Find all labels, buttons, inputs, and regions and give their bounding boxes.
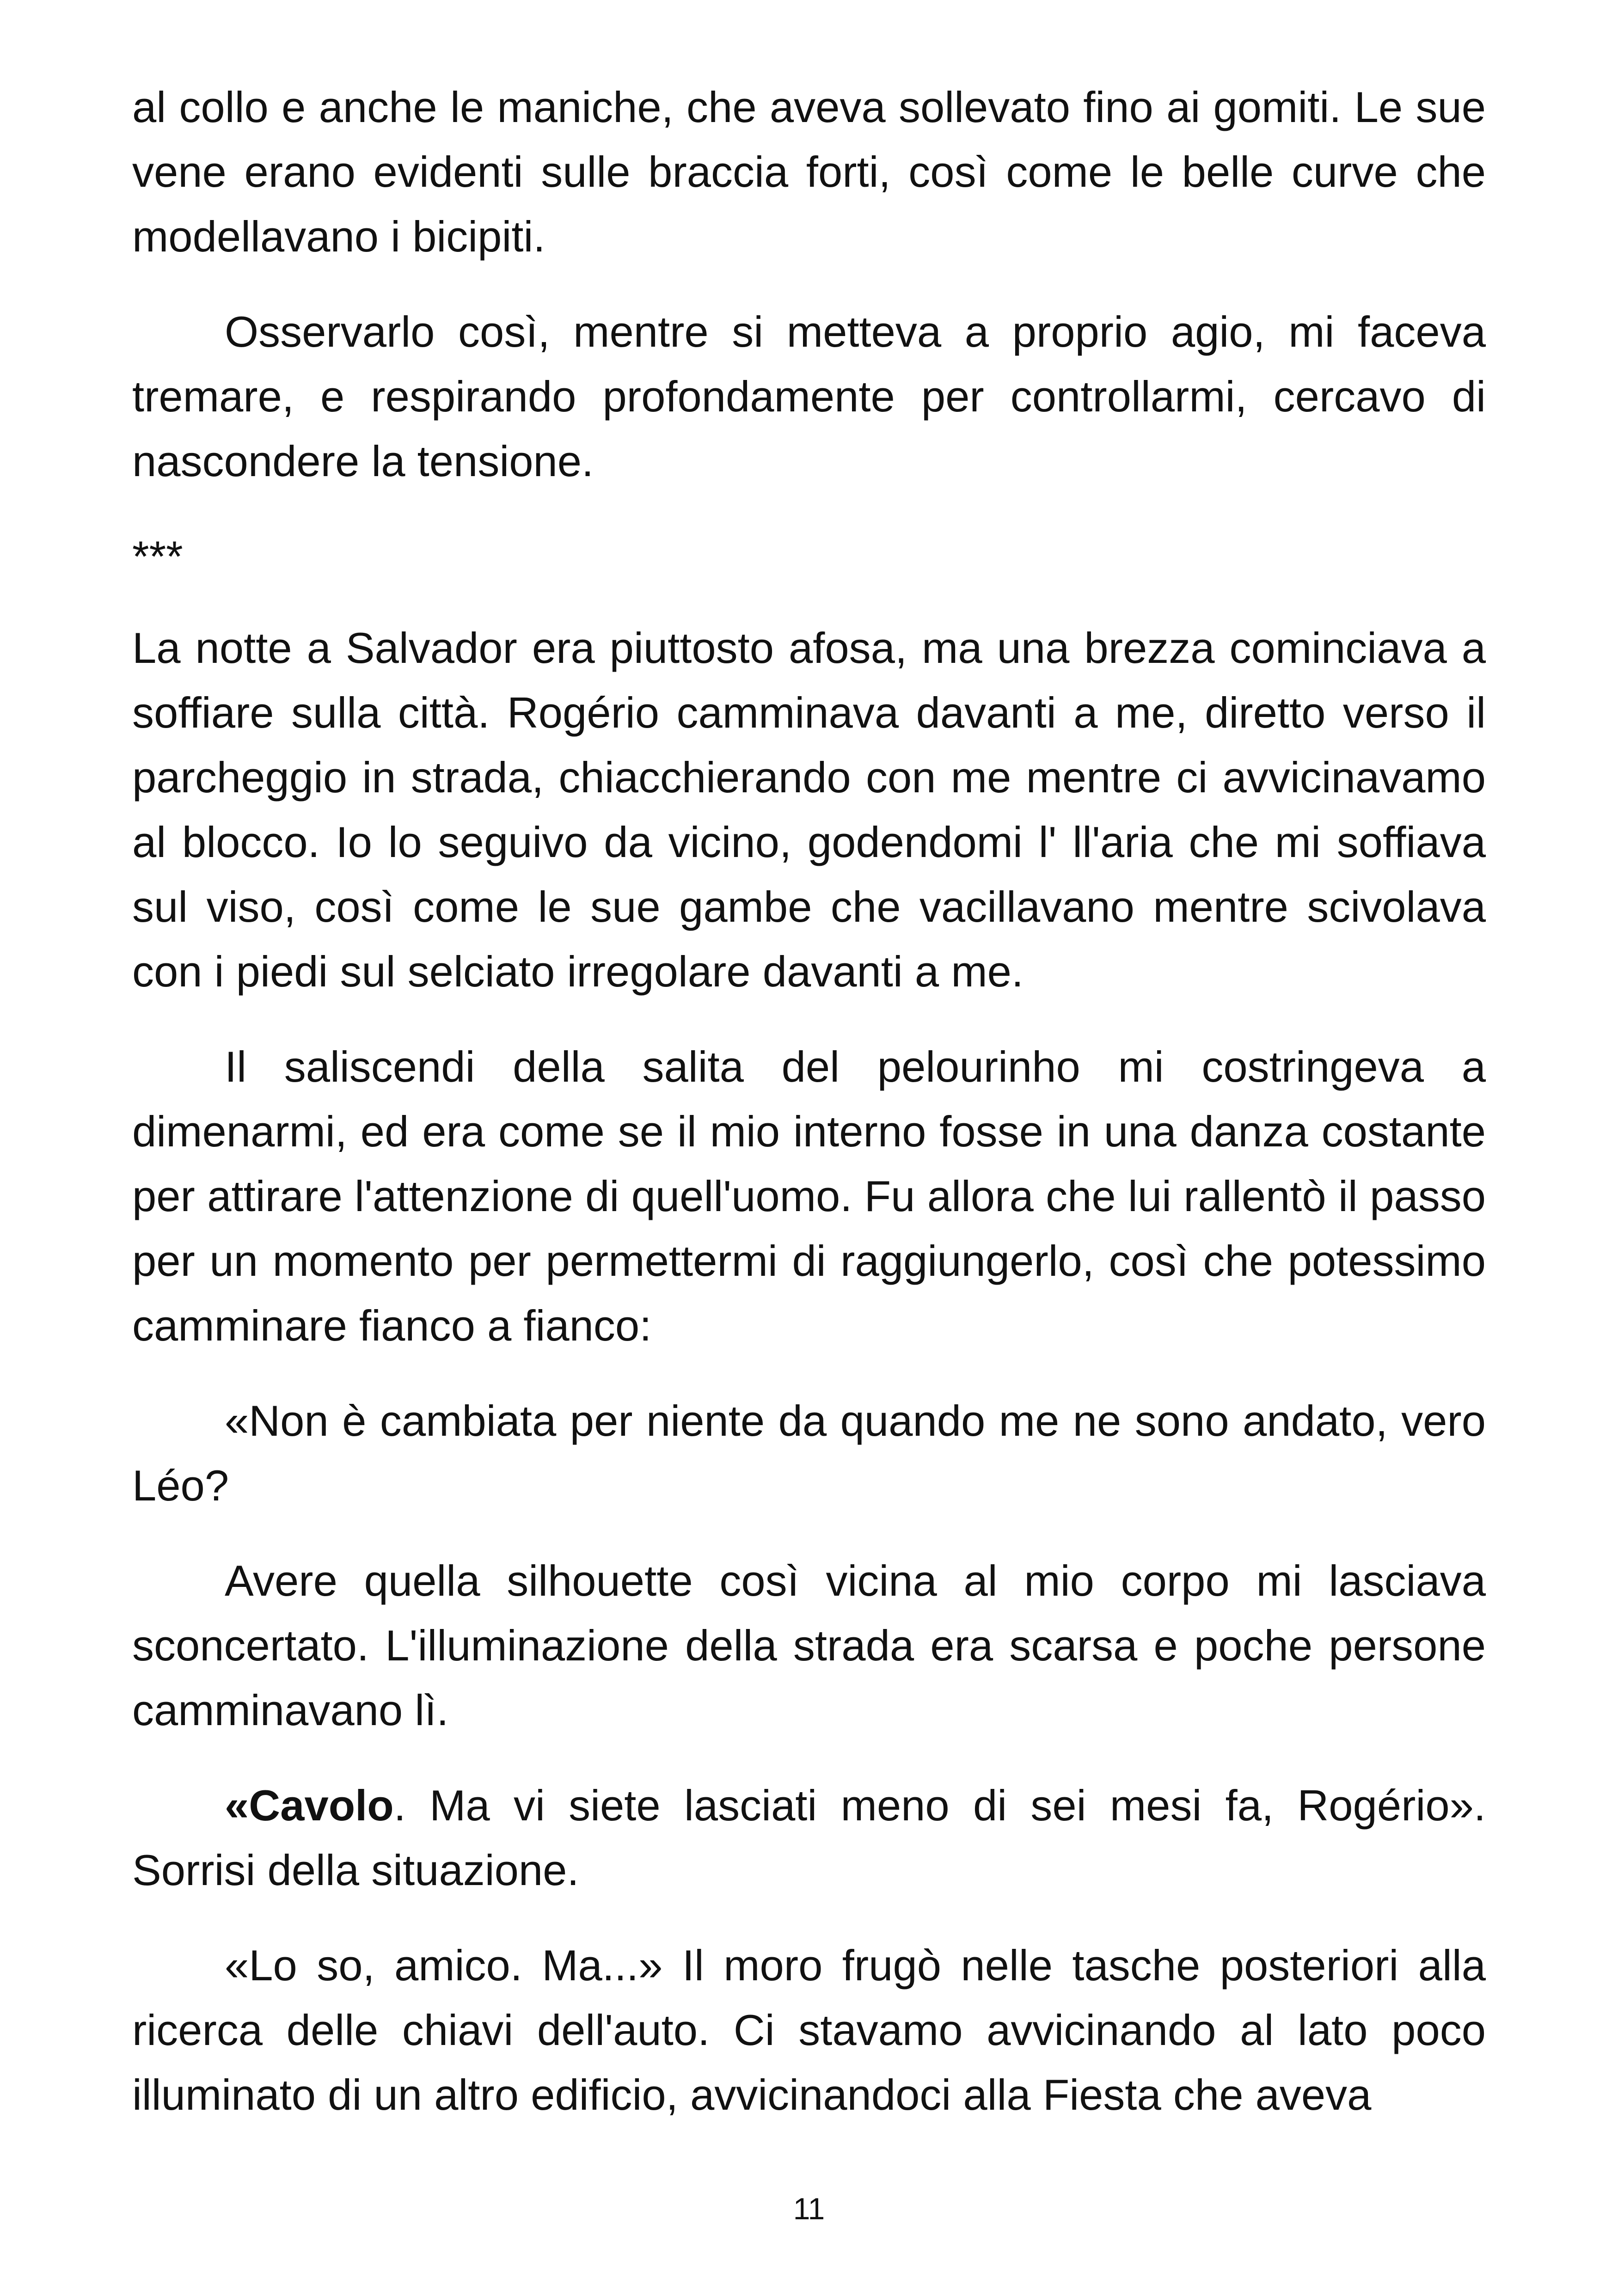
paragraph-8: «Lo so, amico. Ma...» Il moro frugò nelle tasche posteriori alla ricerca delle chiavi dell'auto. Ci stavamo avvicinando al lato poco illuminato di un altro edificio, avvicinandoci alla Fiesta che aveva [132, 1941, 1486, 2119]
paragraph-7 [132, 1773, 1486, 1903]
paragraph-6: Avere quella silhouette così vicina al mio corpo mi lasciava sconcertato. L'illuminazione della strada era scarsa e poche persone camminavano lì. [132, 1556, 1486, 1734]
body-text [132, 75, 1486, 2158]
paragraph-5: «Non è cambiata per niente da quando me ne sono andato, vero Léo? [132, 1396, 1486, 1510]
paragraph-1: al collo e anche le maniche, che aveva sollevato fino ai gomiti. Le sue vene erano evidenti sulle braccia forti, così come le belle curve che modellavano i bicipiti. [132, 83, 1486, 261]
paragraph-4: Il saliscendi della salita del pelourinho mi costringeva a dimenarmi, ed era come se il mio interno fosse in una danza costante per attirare l'attenzione di quell'uomo. Fu allora che lui rallentò il passo per un momento per permettermi di raggiungerlo, così che potessimo camminare fianco a fianco: [132, 1042, 1486, 1350]
scene-separator: *** [132, 532, 183, 581]
bold-exclamation: «Cavolo [225, 1781, 394, 1830]
paragraph-3: La notte a Salvador era piuttosto afosa, ma una brezza cominciava a soffiare sulla città. Rogério camminava davanti a me, diretto verso il parcheggio in strada, chiacchierando con me mentre ci avvicinavamo al blocco. Io lo seguivo da vicino, godendomi l' ll'aria che mi soffiava sul viso, così come le sue gambe che vacillavano mentre scivolava con i piedi sul selciato irregolare davanti a me. [132, 624, 1486, 996]
page-number: 11 [793, 2192, 825, 2226]
paragraph-2: Osservarlo così, mentre si metteva a proprio agio, mi faceva tremare, e respirando profondamente per controllarmi, cercavo di nascondere la tensione. [132, 307, 1486, 485]
paragraph-7-text: . Ma vi siete lasciati meno di sei mesi fa, Rogério». Sorrisi della situazione. [132, 1781, 1486, 1894]
